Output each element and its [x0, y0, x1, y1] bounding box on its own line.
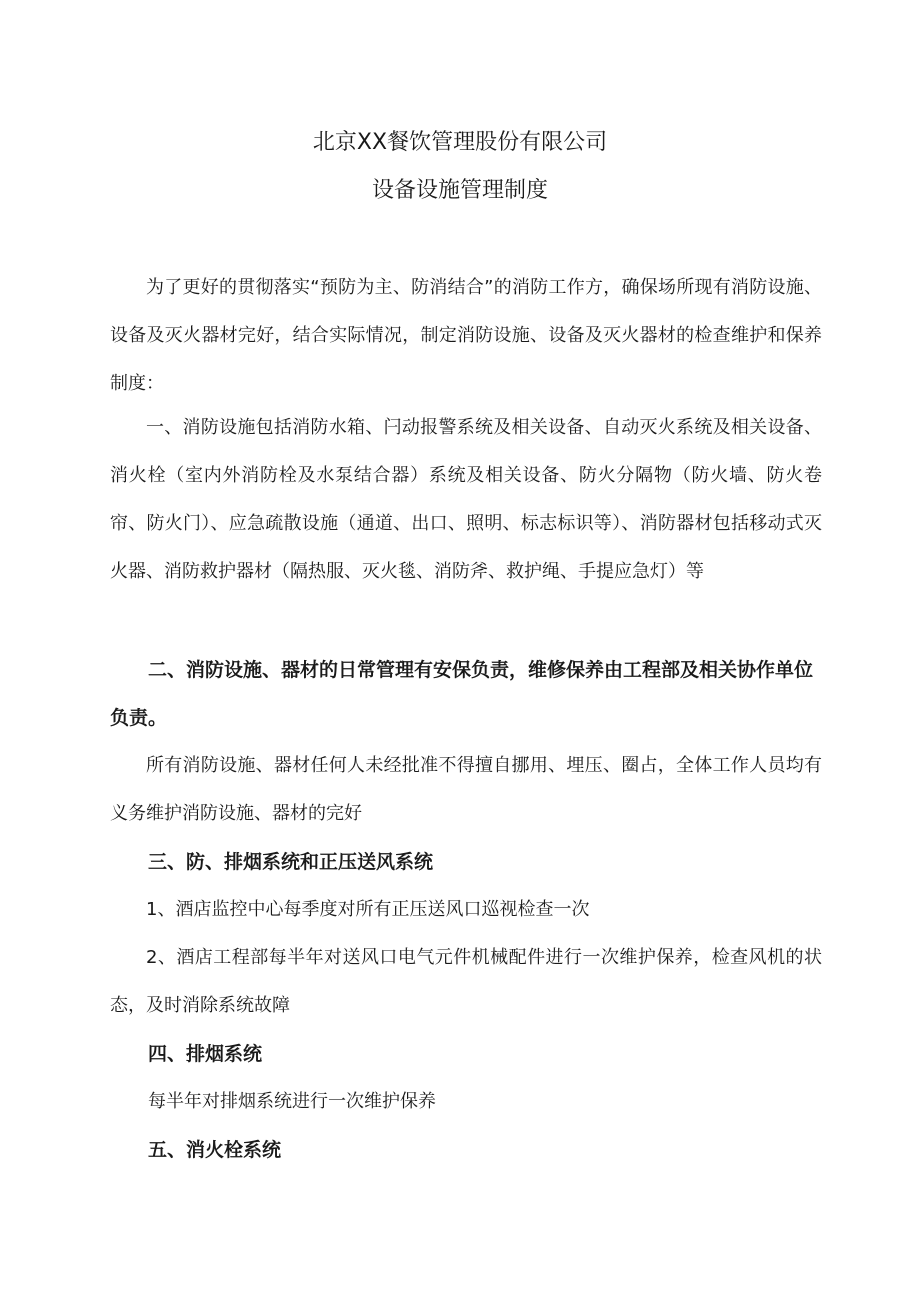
section-3-heading: 三、防、排烟系统和正压送风系统 [148, 851, 434, 873]
section-2-heading: 二、消防设施、器材的日常管理有安保负责，维修保养由工程部及相关协作单位负责。 [110, 659, 814, 729]
section-4-paragraph: 每半年对排烟系统进行一次维护保养 [148, 1091, 436, 1112]
section-1-paragraph: 一、消防设施包括消防水箱、闩动报警系统及相关设备、自动灭火系统及相关设备、消火栓（室内外消防栓及水泵结合器）系统及相关设备、防火分隔物（防火墙、防火卷帘、防火门）、应急疏散设施（通道、出口、照明、标志标识等）、消防器材包括移动式灭火器、消防救护器材（隔热服、灭火毯、消防斧、救护绳、手提应急灯）等 [110, 417, 822, 582]
section-2-paragraph: 所有消防设施、器材任何人未经批准不得擅自挪用、埋压、圈占，全体工作人员均有义务维护消防设施、器材的完好 [110, 755, 822, 824]
section-3-point-1: 1、酒店监控中心每季度对所有正压送风口巡视检查一次 [146, 899, 590, 920]
company-title: 北京XX餐饮管理股份有限公司 [312, 130, 608, 155]
section-4-heading: 四、排烟系统 [148, 1043, 263, 1065]
document-title: 设备设施管理制度 [371, 178, 548, 203]
intro-paragraph: 为了更好的贯彻落实“预防为主、防消结合”的消防工作方，确保场所现有消防设施、设备及灭火器材完好，结合实际情况，制定消防设施、设备及灭火器材的检查维护和保养制度： [110, 277, 822, 394]
section-3-point-2: 2、酒店工程部每半年对送风口电气元件机械配件进行一次维护保养，检查风机的状态，及时消除系统故障 [110, 947, 822, 1016]
section-5-heading: 五、消火栓系统 [148, 1139, 282, 1161]
